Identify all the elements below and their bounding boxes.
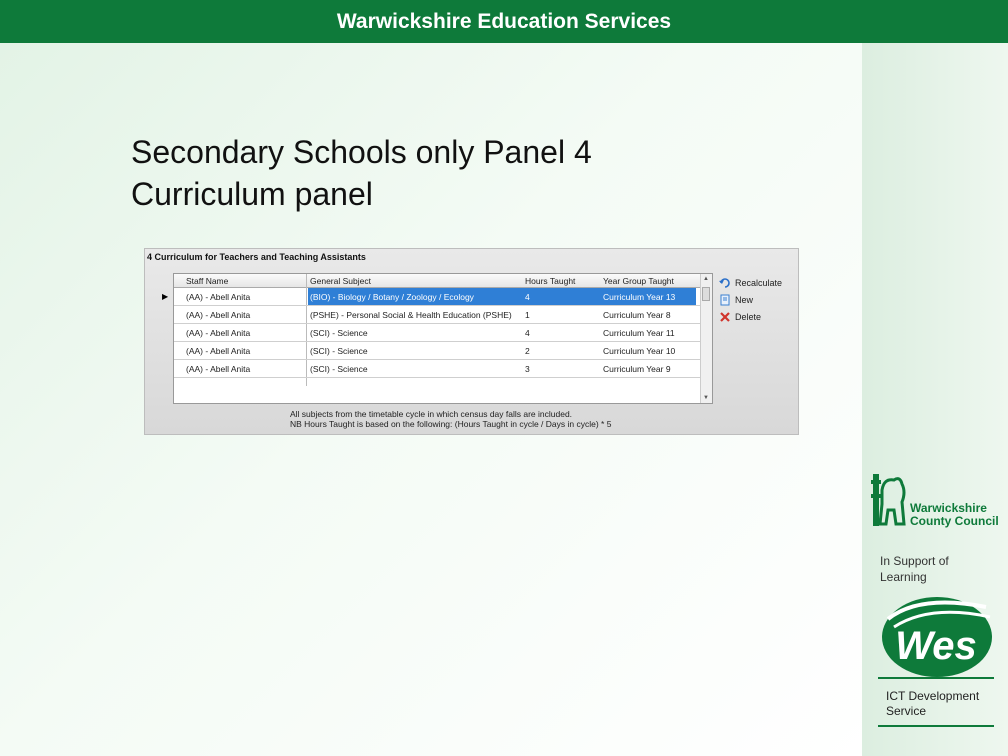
new-button[interactable] — [719, 292, 782, 309]
column-header-year-group[interactable]: Year Group Taught — [603, 276, 674, 286]
support-line-1: In Support of — [880, 554, 949, 568]
wes-logo-text: Wes — [895, 624, 977, 668]
cell-staff-name: (AA) - Abell Anita — [186, 364, 251, 374]
ict-development-service — [886, 689, 979, 719]
recalculate-icon — [719, 277, 731, 289]
cell-staff-name: (AA) - Abell Anita — [186, 292, 251, 302]
column-header-general-subject[interactable]: General Subject — [310, 276, 371, 286]
scrollbar-thumb[interactable] — [702, 287, 710, 301]
ict-line-2: Service — [886, 704, 927, 718]
cell-hours-taught: 4 — [525, 328, 530, 338]
curriculum-panel-screenshot — [144, 248, 799, 435]
column-header-hours-taught[interactable]: Hours Taught — [525, 276, 576, 286]
wes-logo — [880, 589, 994, 681]
table-row[interactable] — [174, 324, 702, 342]
new-document-icon — [719, 294, 731, 306]
wcc-line-2: County Council — [910, 514, 999, 528]
slide-title — [131, 131, 592, 215]
cell-staff-name: (AA) - Abell Anita — [186, 328, 251, 338]
divider-line — [878, 677, 994, 679]
panel-note — [290, 409, 611, 429]
header-banner — [0, 0, 1008, 43]
cell-staff-name: (AA) - Abell Anita — [186, 346, 251, 356]
support-text — [880, 553, 949, 585]
recalculate-label: Recalculate — [735, 278, 783, 288]
divider-line — [878, 725, 994, 727]
row-pointer-icon: ▶ — [162, 292, 169, 301]
cell-year-group: Curriculum Year 11 — [603, 328, 675, 338]
ict-line-1: ICT Development — [886, 689, 980, 703]
cell-general-subject: (SCI) - Science — [310, 328, 368, 338]
delete-icon — [719, 311, 731, 323]
table-row[interactable] — [174, 342, 702, 360]
panel-actions — [719, 275, 782, 326]
cell-general-subject: (BIO) - Biology / Botany / Zoology / Ecology — [310, 292, 474, 302]
cell-hours-taught: 4 — [525, 292, 530, 302]
cell-hours-taught: 3 — [525, 364, 530, 374]
delete-button[interactable] — [719, 309, 782, 326]
vertical-scrollbar[interactable] — [700, 274, 712, 403]
cell-general-subject: (SCI) - Science — [310, 364, 368, 374]
support-line-2: Learning — [880, 570, 927, 584]
warwickshire-county-council-logo — [870, 470, 1002, 530]
scroll-up-icon[interactable]: ▲ — [703, 276, 709, 282]
slide-title-line-2: Curriculum panel — [131, 176, 373, 212]
cell-year-group: Curriculum Year 8 — [603, 310, 671, 320]
curriculum-grid — [162, 273, 713, 404]
note-line-2: NB Hours Taught is based on the following: (Hours Taught in cycle / Days in cycle) * 5 — [290, 419, 612, 429]
wcc-name — [910, 502, 999, 528]
table-row[interactable] — [174, 306, 702, 324]
cell-hours-taught: 2 — [525, 346, 530, 356]
grid-header-row — [174, 274, 702, 288]
cell-general-subject: (SCI) - Science — [310, 346, 368, 356]
new-label: New — [735, 295, 754, 305]
column-header-staff-name[interactable]: Staff Name — [186, 276, 229, 286]
delete-label: Delete — [735, 312, 762, 322]
scroll-down-icon[interactable]: ▼ — [703, 395, 709, 401]
note-line-1: All subjects from the timetable cycle in which census day falls are included. — [290, 409, 573, 419]
table-row[interactable] — [174, 360, 702, 378]
slide-title-line-1: Secondary Schools only Panel 4 — [131, 134, 592, 170]
cell-year-group: Curriculum Year 9 — [603, 364, 671, 374]
cell-hours-taught: 1 — [525, 310, 530, 320]
panel-title: 4 Curriculum for Teachers and Teaching Assistants — [147, 252, 366, 262]
cell-staff-name: (AA) - Abell Anita — [186, 310, 251, 320]
header-title: Warwickshire Education Services — [336, 10, 672, 33]
recalculate-button[interactable] — [719, 275, 782, 292]
bear-and-ragged-staff-icon — [870, 470, 908, 528]
wcc-line-1: Warwickshire — [910, 501, 987, 515]
cell-general-subject: (PSHE) - Personal Social & Health Education (PSHE) — [310, 310, 512, 320]
cell-year-group: Curriculum Year 10 — [603, 346, 676, 356]
cell-year-group: Curriculum Year 13 — [603, 292, 676, 302]
table-row[interactable] — [162, 288, 702, 306]
